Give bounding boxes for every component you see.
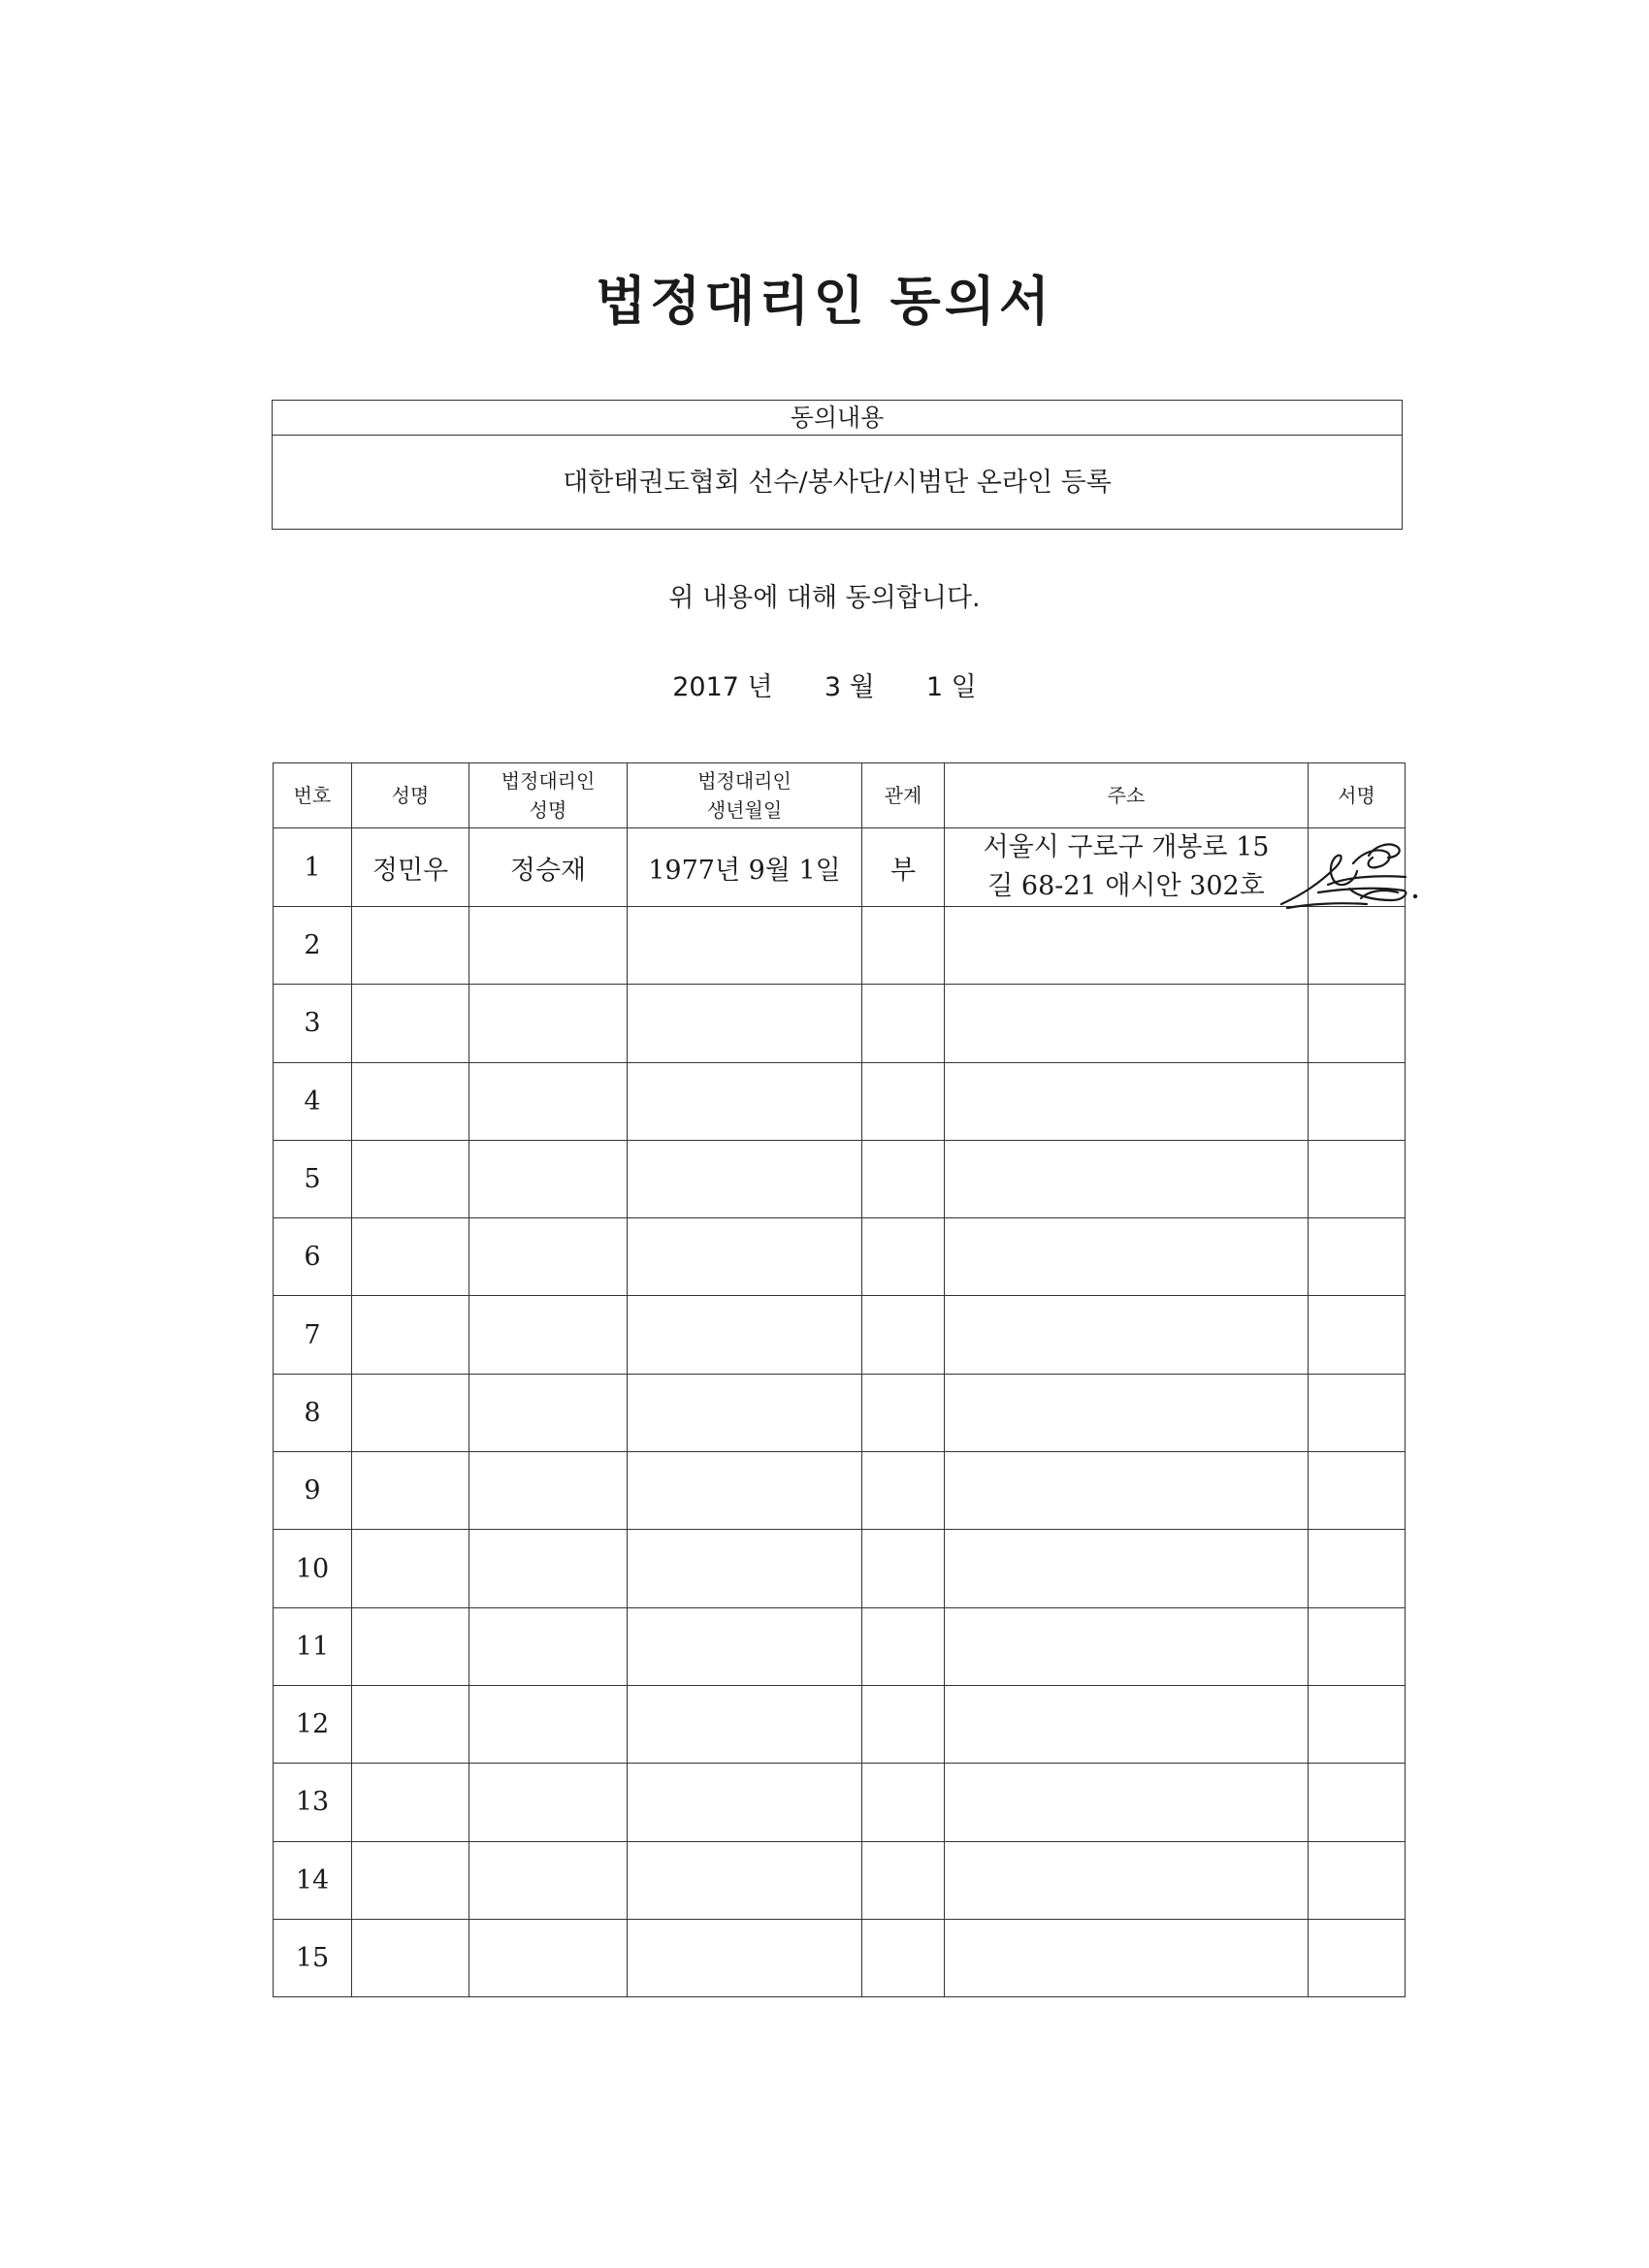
header-guardian-name bbox=[469, 763, 628, 828]
cell-guardian-name: 정승재 bbox=[469, 828, 628, 907]
roster-table bbox=[273, 762, 1406, 1997]
cell-relation: 부 bbox=[862, 828, 945, 907]
cell-no: 13 bbox=[274, 1764, 352, 1841]
cell-no: 3 bbox=[274, 985, 352, 1062]
cell-no: 15 bbox=[274, 1919, 352, 1996]
header-guardian-dob-line1: 법정대리인 bbox=[697, 769, 792, 793]
table-row bbox=[274, 1374, 1406, 1451]
table-header-row bbox=[274, 763, 1406, 828]
cell-no: 5 bbox=[274, 1140, 352, 1217]
header-name: 성명 bbox=[352, 763, 469, 828]
cell-no: 1 bbox=[274, 828, 352, 907]
address-line2: 길 68-21 애시안 302호 bbox=[987, 871, 1265, 901]
cell-no: 7 bbox=[274, 1296, 352, 1374]
cell-name: 정민우 bbox=[352, 828, 469, 907]
table-row bbox=[274, 1607, 1406, 1685]
table-row bbox=[274, 1530, 1406, 1607]
header-guardian-dob-line2: 생년월일 bbox=[706, 798, 783, 822]
cell-signature bbox=[1309, 828, 1406, 907]
cell-no: 10 bbox=[274, 1530, 352, 1607]
header-guardian-name-line2: 성명 bbox=[529, 798, 567, 822]
table-row bbox=[274, 1140, 1406, 1217]
header-guardian-name-line1: 법정대리인 bbox=[501, 769, 596, 793]
date-month-unit: 월 bbox=[849, 672, 875, 702]
cell-guardian-dob: 1977년 9월 1일 bbox=[628, 828, 862, 907]
document-title: 법정대리인 동의서 bbox=[595, 270, 1054, 332]
table-row bbox=[274, 828, 1406, 907]
header-relation: 관계 bbox=[862, 763, 945, 828]
cell-no: 6 bbox=[274, 1218, 352, 1296]
table-row bbox=[274, 1685, 1406, 1763]
handwritten-signature-icon bbox=[1260, 828, 1435, 916]
cell-no: 8 bbox=[274, 1374, 352, 1451]
agreement-statement: 위 내용에 대해 동의합니다. bbox=[668, 583, 981, 613]
header-signature: 서명 bbox=[1309, 763, 1406, 828]
cell-no: 2 bbox=[274, 907, 352, 985]
date-day: 1 bbox=[925, 672, 944, 702]
consent-content-header: 동의내용 bbox=[273, 401, 1402, 436]
consent-content-body: 대한태권도협회 선수/봉사단/시범단 온라인 등록 bbox=[563, 468, 1112, 498]
date-month: 3 bbox=[824, 672, 842, 702]
header-address: 주소 bbox=[945, 763, 1309, 828]
consent-content-box bbox=[272, 400, 1403, 530]
table-row bbox=[274, 1218, 1406, 1296]
cell-no: 14 bbox=[274, 1841, 352, 1919]
address-line1: 서울시 구로구 개봉로 15 bbox=[983, 832, 1270, 862]
table-row bbox=[274, 1452, 1406, 1530]
table-row bbox=[274, 1062, 1406, 1140]
table-row bbox=[274, 907, 1406, 985]
table-row bbox=[274, 985, 1406, 1062]
date-day-unit: 일 bbox=[951, 672, 977, 702]
date-year-unit: 년 bbox=[747, 672, 773, 702]
header-no: 번호 bbox=[274, 763, 352, 828]
table-row bbox=[274, 1919, 1406, 1996]
consent-date bbox=[0, 665, 1649, 703]
cell-address bbox=[945, 828, 1309, 907]
table-row bbox=[274, 1841, 1406, 1919]
cell-no: 4 bbox=[274, 1062, 352, 1140]
cell-no: 9 bbox=[274, 1452, 352, 1530]
cell-no: 11 bbox=[274, 1607, 352, 1685]
date-year: 2017 bbox=[672, 672, 739, 702]
table-row bbox=[274, 1764, 1406, 1841]
cell-no: 12 bbox=[274, 1685, 352, 1763]
header-guardian-dob bbox=[628, 763, 862, 828]
table-row bbox=[274, 1296, 1406, 1374]
